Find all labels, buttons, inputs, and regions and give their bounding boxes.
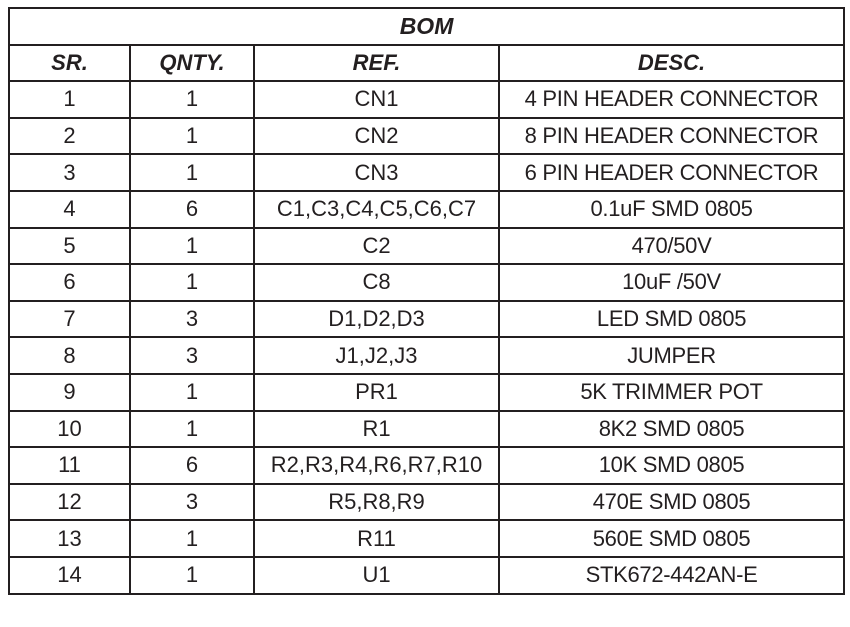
qty-cell: 6 [130,447,254,484]
table-row [9,81,844,118]
bom-body [9,81,844,593]
desc-cell: 8 PIN HEADER CONNECTOR [499,118,844,155]
qty-cell: 3 [130,301,254,338]
ref-cell: CN3 [254,154,499,191]
qty-cell: 1 [130,264,254,301]
ref-cell: CN2 [254,118,499,155]
sr-cell: 10 [9,411,130,448]
table-title: BOM [9,8,844,45]
qty-cell: 3 [130,484,254,521]
header-desc: DESC. [499,45,844,82]
table-row [9,411,844,448]
table-row [9,118,844,155]
qty-cell: 1 [130,520,254,557]
sr-cell: 12 [9,484,130,521]
desc-cell: 470E SMD 0805 [499,484,844,521]
sr-cell: 11 [9,447,130,484]
desc-cell: 5K TRIMMER POT [499,374,844,411]
qty-cell: 1 [130,154,254,191]
ref-cell: R11 [254,520,499,557]
desc-cell: JUMPER [499,337,844,374]
ref-cell: C8 [254,264,499,301]
sr-cell: 14 [9,557,130,594]
ref-cell: PR1 [254,374,499,411]
ref-cell: U1 [254,557,499,594]
table-row [9,301,844,338]
bom-table [8,7,845,595]
qty-cell: 1 [130,557,254,594]
table-row [9,191,844,228]
desc-cell: 0.1uF SMD 0805 [499,191,844,228]
sr-cell: 9 [9,374,130,411]
ref-cell: C2 [254,228,499,265]
title-row [9,8,844,45]
qty-cell: 1 [130,374,254,411]
table-row [9,557,844,594]
sr-cell: 6 [9,264,130,301]
desc-cell: 4 PIN HEADER CONNECTOR [499,81,844,118]
desc-cell: 8K2 SMD 0805 [499,411,844,448]
ref-cell: C1,C3,C4,C5,C6,C7 [254,191,499,228]
desc-cell: 470/50V [499,228,844,265]
desc-cell: 10K SMD 0805 [499,447,844,484]
sr-cell: 5 [9,228,130,265]
desc-cell: STK672-442AN-E [499,557,844,594]
qty-cell: 1 [130,118,254,155]
sr-cell: 7 [9,301,130,338]
sr-cell: 2 [9,118,130,155]
qty-cell: 1 [130,228,254,265]
table-row [9,484,844,521]
desc-cell: 6 PIN HEADER CONNECTOR [499,154,844,191]
desc-cell: 10uF /50V [499,264,844,301]
desc-cell: LED SMD 0805 [499,301,844,338]
sr-cell: 13 [9,520,130,557]
ref-cell: CN1 [254,81,499,118]
ref-cell: J1,J2,J3 [254,337,499,374]
table-row [9,447,844,484]
qty-cell: 1 [130,81,254,118]
qty-cell: 6 [130,191,254,228]
table-row [9,228,844,265]
header-ref: REF. [254,45,499,82]
sr-cell: 8 [9,337,130,374]
qty-cell: 1 [130,411,254,448]
sr-cell: 1 [9,81,130,118]
qty-cell: 3 [130,337,254,374]
header-sr: SR. [9,45,130,82]
header-qty: QNTY. [130,45,254,82]
table-row [9,520,844,557]
sr-cell: 3 [9,154,130,191]
header-row [9,45,844,82]
table-row [9,264,844,301]
sr-cell: 4 [9,191,130,228]
ref-cell: R1 [254,411,499,448]
table-row [9,337,844,374]
table-row [9,374,844,411]
table-row [9,154,844,191]
ref-cell: R2,R3,R4,R6,R7,R10 [254,447,499,484]
ref-cell: D1,D2,D3 [254,301,499,338]
desc-cell: 560E SMD 0805 [499,520,844,557]
ref-cell: R5,R8,R9 [254,484,499,521]
